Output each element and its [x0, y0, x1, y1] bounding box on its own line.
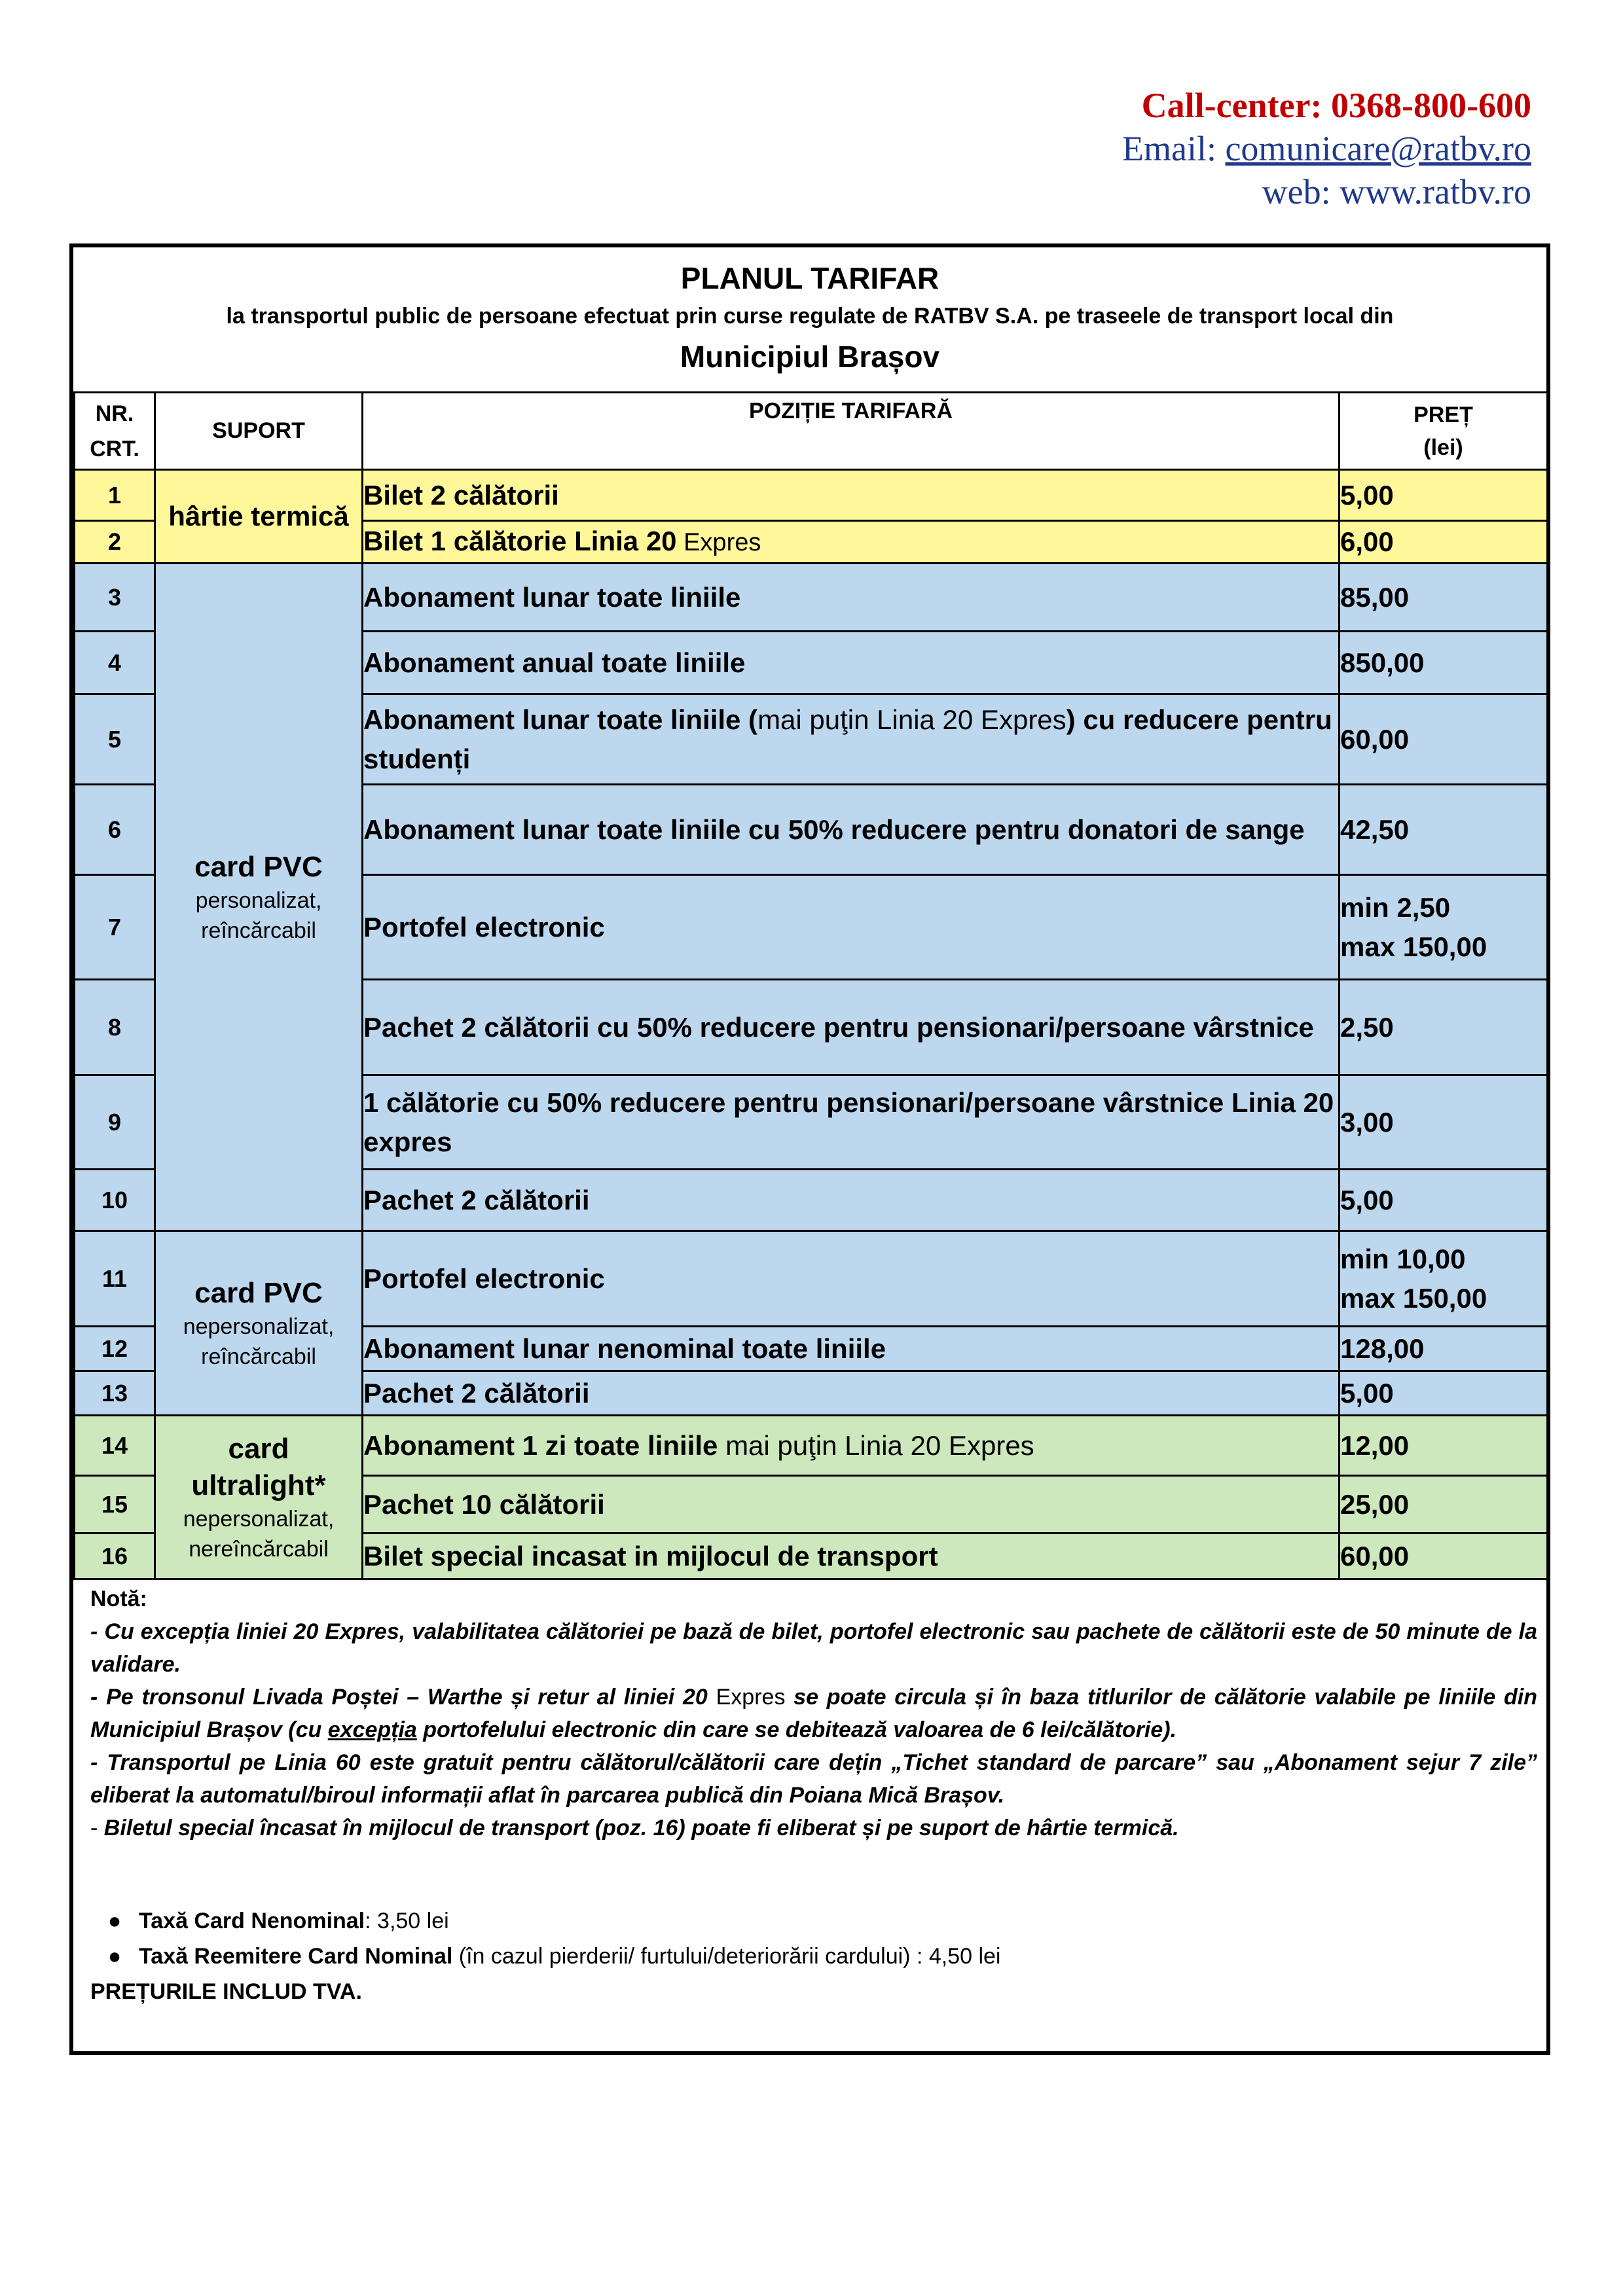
col-header-nr: NR. CRT. — [75, 393, 155, 470]
fees-block — [90, 1903, 1537, 2009]
email-line — [1122, 127, 1531, 170]
city-title: Municipiul Brașov — [680, 340, 940, 374]
row-nr: 2 — [75, 521, 155, 564]
row-price: 12,00 — [1340, 1416, 1548, 1476]
row-position: Bilet 2 călătorii — [363, 470, 1340, 521]
support-main: card PVC — [194, 1276, 323, 1309]
support-main: ultralight* — [191, 1469, 326, 1501]
tariff-header — [73, 247, 1546, 391]
row-position: Abonament lunar nenominal toate liniile — [363, 1327, 1340, 1371]
pret-label: PREȚ — [1413, 402, 1473, 427]
row-position: Abonament lunar toate liniile cu 50% reducere pentru donatori de sange — [363, 785, 1340, 875]
contact-block — [1122, 84, 1531, 213]
table-row — [75, 564, 1548, 632]
row-position: Abonament lunar toate liniile — [363, 564, 1340, 632]
row-nr: 6 — [75, 785, 155, 875]
support-sub: personalizat, — [195, 888, 322, 913]
note-item: - Cu excepția liniei 20 Expres, valabilitatea călătoriei pe bază de bilet, portofel electronic sau pachete de călătorii este de 50 minute de la validare. — [90, 1619, 1537, 1677]
note-part: excepția — [327, 1717, 417, 1742]
row-price: 6,00 — [1340, 521, 1548, 564]
tariff-table — [73, 391, 1548, 1580]
price-min: min 10,00 — [1340, 1243, 1466, 1274]
row-price: 5,00 — [1340, 1371, 1548, 1416]
row-position: Abonament anual toate liniile — [363, 632, 1340, 694]
support-main: card — [228, 1432, 289, 1465]
pret-unit: (lei) — [1423, 435, 1463, 460]
row-position — [363, 1416, 1340, 1476]
row-nr: 16 — [75, 1534, 155, 1579]
row-position-main: Abonament 1 zi toate liniile — [363, 1429, 718, 1461]
row-price: 850,00 — [1340, 632, 1548, 694]
row-nr: 1 — [75, 470, 155, 521]
table-row — [75, 1416, 1548, 1476]
row-nr: 5 — [75, 694, 155, 785]
row-position-a: Abonament lunar toate liniile ( — [363, 704, 758, 735]
note-part: - — [90, 1816, 98, 1840]
notes-title: Notă: — [90, 1587, 147, 1611]
row-position-extra: Expres — [676, 529, 761, 556]
row-price: 42,50 — [1340, 785, 1548, 875]
row-nr: 7 — [75, 875, 155, 980]
row-nr: 12 — [75, 1327, 155, 1371]
row-position: 1 călătorie cu 50% reducere pentru pensionari/persoane vârstnice Linia 20 expres — [363, 1075, 1340, 1170]
support-main: card PVC — [194, 850, 323, 883]
fee-value: : 3,50 lei — [365, 1909, 449, 1933]
support-pvc-personal — [155, 564, 363, 1231]
row-price: 128,00 — [1340, 1327, 1548, 1371]
support-sub: reîncărcabil — [201, 918, 316, 943]
row-price: 85,00 — [1340, 564, 1548, 632]
col-header-suport: SUPORT — [155, 393, 363, 470]
row-price: 5,00 — [1340, 1170, 1548, 1231]
row-position: Pachet 2 călătorii — [363, 1170, 1340, 1231]
row-position — [363, 521, 1340, 564]
row-nr: 8 — [75, 980, 155, 1075]
row-position-extra: mai puţin Linia 20 Expres — [718, 1429, 1034, 1461]
support-ultralight — [155, 1416, 363, 1579]
table-row — [75, 470, 1548, 521]
row-nr: 14 — [75, 1416, 155, 1476]
support-sub: nepersonalizat, — [183, 1314, 335, 1339]
row-position-c: ) cu reducere pentru studenți — [363, 704, 1332, 774]
note-item — [90, 1812, 1537, 1844]
row-nr: 13 — [75, 1371, 155, 1416]
price-max: max 150,00 — [1340, 1282, 1487, 1314]
note-part: - Pe tronsonul Livada Poștei – Warthe și retur al liniei 20 — [90, 1685, 716, 1710]
email-link[interactable]: comunicare@ratbv.ro — [1225, 129, 1531, 168]
note-item: - Transportul pe Linia 60 este gratuit pentru călătorul/călătorii care dețin „Tichet standard de parcare” sau „Abonament sejur 7 zile” eliberat la automatul/biroul informații aflat în parcarea publică din Poiana Mică Brașov. — [90, 1750, 1537, 1808]
row-position-b: mai puţin Linia 20 Expres — [757, 704, 1067, 735]
row-price: 60,00 — [1340, 694, 1548, 785]
row-nr: 11 — [75, 1231, 155, 1327]
row-position: Bilet special incasat in mijlocul de transport — [363, 1534, 1340, 1579]
row-position: Portofel electronic — [363, 875, 1340, 980]
row-nr: 3 — [75, 564, 155, 632]
note-part: Biletul special încasat în mijlocul de transport (poz. 16) poate fi eliberat și pe suport de hârtie termică. — [98, 1816, 1179, 1840]
row-price: 60,00 — [1340, 1534, 1548, 1579]
row-position-main: Bilet 1 călătorie Linia 20 — [363, 526, 677, 556]
support-sub: nepersonalizat, — [183, 1506, 335, 1532]
fee-value: (în cazul pierderii/ furtului/deteriorării cardului) : 4,50 lei — [452, 1944, 1001, 1969]
price-min: min 2,50 — [1340, 891, 1451, 923]
col-header-pozitie: POZIȚIE TARIFARĂ — [363, 393, 1340, 470]
row-nr: 4 — [75, 632, 155, 694]
row-position: Pachet 2 călătorii — [363, 1371, 1340, 1416]
row-nr: 15 — [75, 1476, 155, 1534]
web-text: web: www.ratbv.ro — [1262, 172, 1531, 211]
fee-label: Taxă Card Nenominal — [139, 1909, 365, 1933]
tariff-frame — [69, 243, 1550, 2055]
row-price: 2,50 — [1340, 980, 1548, 1075]
support-sub: reîncărcabil — [201, 1344, 316, 1369]
row-position: Pachet 2 călătorii cu 50% reducere pentru pensionari/persoane vârstnice — [363, 980, 1340, 1075]
support-thermal: hârtie termică — [155, 470, 363, 564]
support-pvc-nonpersonal — [155, 1231, 363, 1416]
row-price: 3,00 — [1340, 1075, 1548, 1170]
row-position: Pachet 10 călătorii — [363, 1476, 1340, 1534]
email-label: Email: — [1122, 129, 1226, 168]
fee-label: Taxă Reemitere Card Nominal — [139, 1944, 453, 1969]
table-header-row — [75, 393, 1548, 470]
row-nr: 10 — [75, 1170, 155, 1231]
callcenter-text: Call-center: 0368-800-600 — [1141, 86, 1531, 125]
row-price — [1340, 1231, 1548, 1327]
bullet-icon: ● — [107, 1944, 122, 1969]
col-header-pret — [1340, 393, 1548, 470]
row-price: 25,00 — [1340, 1476, 1548, 1534]
note-item — [90, 1681, 1537, 1746]
fee-item — [90, 1939, 1537, 1974]
note-part: Expres — [716, 1685, 786, 1710]
row-position: Portofel electronic — [363, 1231, 1340, 1327]
note-part: portofelului electronic din care se debitează valoarea de 6 lei/călătorie). — [416, 1717, 1177, 1742]
notes-block — [90, 1583, 1537, 1844]
table-row — [75, 1231, 1548, 1327]
bullet-icon: ● — [107, 1909, 122, 1933]
row-price: 5,00 — [1340, 470, 1548, 521]
fee-item — [90, 1903, 1537, 1939]
row-price — [1340, 875, 1548, 980]
price-max: max 150,00 — [1340, 931, 1487, 962]
row-position — [363, 694, 1340, 785]
page-subtitle: la transportul public de persoane efectuat prin curse regulate de RATBV S.A. pe traseele de transport local din — [226, 304, 1394, 329]
page-title: PLANUL TARIFAR — [680, 261, 939, 295]
support-sub: nereîncărcabil — [189, 1536, 329, 1562]
note-part: se poate circula și în baza titlurilor de călătorie valabile pe liniile din Municipiul Brașov (cu — [90, 1685, 1537, 1742]
vat-note: PREȚURILE INCLUD TVA. — [90, 1979, 362, 2004]
row-nr: 9 — [75, 1075, 155, 1170]
